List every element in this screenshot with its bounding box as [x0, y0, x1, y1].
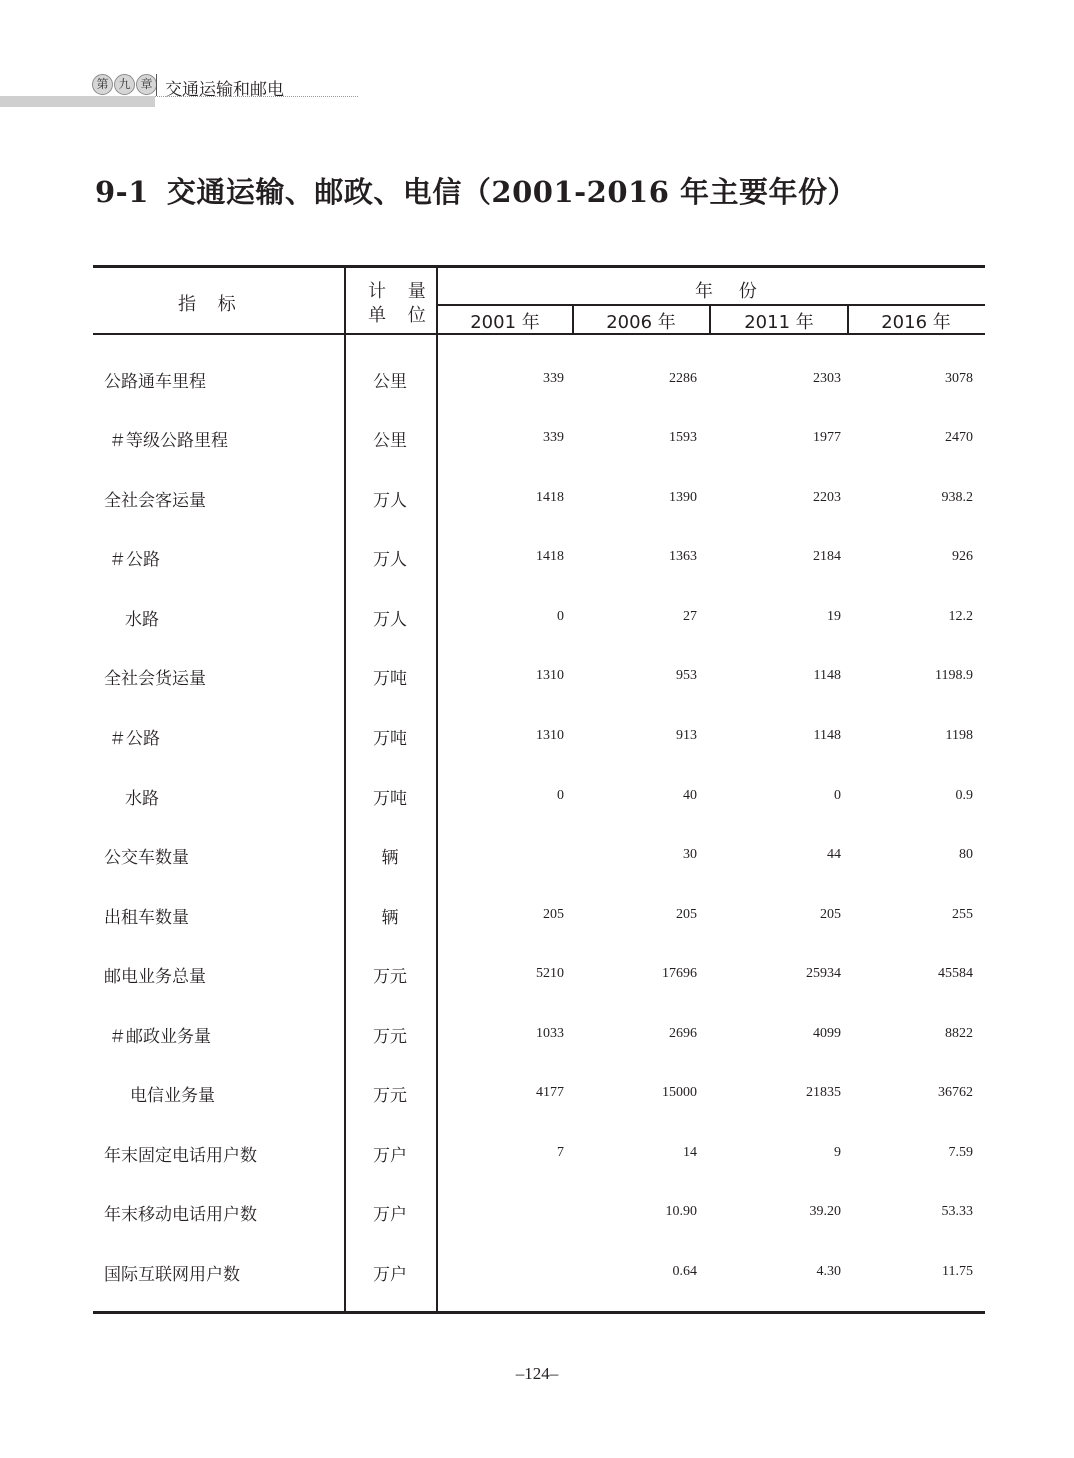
- cell-2016: 2470: [945, 430, 973, 445]
- cell-2006: 27: [683, 609, 697, 624]
- row-label: 电信业务量: [130, 1086, 215, 1106]
- cell-2011: 2203: [813, 490, 841, 505]
- row-unit: 万人: [373, 491, 407, 511]
- header-dotted-rule: [155, 96, 358, 97]
- year-group-rule: [437, 304, 985, 306]
- cell-2001: 5210: [536, 966, 564, 981]
- cell-2016: 36762: [938, 1085, 973, 1100]
- cell-2011: 1148: [813, 728, 841, 743]
- cell-2006: 14: [683, 1145, 697, 1160]
- header-year: 2016 年: [881, 312, 951, 333]
- cell-2016: 926: [952, 549, 973, 564]
- row-label: ＃公路: [109, 550, 160, 570]
- row-unit: 辆: [381, 908, 399, 928]
- table-row: [93, 426, 985, 485]
- chapter-badge-char: 章: [136, 74, 157, 95]
- chapter-badge-char: 第: [92, 74, 113, 95]
- row-label: 国际互联网用户数: [104, 1265, 240, 1285]
- header-year: 2006 年: [606, 312, 676, 333]
- table-row: [93, 1141, 985, 1200]
- header-indicator: 指 标: [178, 294, 244, 315]
- row-unit: 公里: [373, 372, 407, 392]
- cell-2001: 4177: [536, 1085, 564, 1100]
- cell-2011: 1977: [813, 430, 841, 445]
- row-unit: 万元: [373, 967, 407, 987]
- row-unit: 万吨: [373, 729, 407, 749]
- header-year: 2011 年: [744, 312, 814, 333]
- table-top-rule: [93, 265, 985, 268]
- table-row: [93, 486, 985, 545]
- table-row: [93, 367, 985, 426]
- cell-2006: 0.64: [672, 1264, 697, 1279]
- table-row: [93, 1081, 985, 1140]
- row-label: 全社会货运量: [104, 669, 206, 689]
- row-unit: 万吨: [373, 669, 407, 689]
- cell-2016: 1198.9: [935, 668, 973, 683]
- chapter-badge-char: 九: [114, 74, 135, 95]
- cell-2006: 1390: [669, 490, 697, 505]
- header-unit-line: 计 量: [368, 281, 434, 302]
- cell-2001: 339: [543, 371, 564, 386]
- cell-2016: 53.33: [941, 1204, 973, 1219]
- table-row: [93, 664, 985, 723]
- cell-2016: 1198: [945, 728, 973, 743]
- cell-2001: 339: [543, 430, 564, 445]
- cell-2016: 8822: [945, 1026, 973, 1041]
- row-unit: 万人: [373, 610, 407, 630]
- table-row: [93, 962, 985, 1021]
- row-unit: 万元: [373, 1086, 407, 1106]
- row-label: 年末移动电话用户数: [104, 1205, 257, 1225]
- cell-2006: 953: [676, 668, 697, 683]
- cell-2011: 2303: [813, 371, 841, 386]
- table-row: [93, 1260, 985, 1319]
- row-label: 邮电业务总量: [104, 967, 206, 987]
- cell-2006: 15000: [662, 1085, 697, 1100]
- cell-2006: 2286: [669, 371, 697, 386]
- header-bar: [0, 96, 155, 107]
- cell-2006: 30: [683, 847, 697, 862]
- cell-2006: 17696: [662, 966, 697, 981]
- cell-2016: 3078: [945, 371, 973, 386]
- cell-2011: 2184: [813, 549, 841, 564]
- chapter-title: 交通运输和邮电: [165, 80, 284, 100]
- row-unit: 万户: [373, 1265, 407, 1285]
- table-number: 9-1: [95, 175, 149, 209]
- cell-2006: 2696: [669, 1026, 697, 1041]
- cell-2016: 938.2: [941, 490, 973, 505]
- cell-2006: 10.90: [665, 1204, 697, 1219]
- row-label: 全社会客运量: [104, 491, 206, 511]
- header-separator: [156, 74, 157, 96]
- table-row: [93, 903, 985, 962]
- cell-2011: 4.30: [816, 1264, 841, 1279]
- row-unit: 万吨: [373, 789, 407, 809]
- cell-2011: 44: [827, 847, 841, 862]
- cell-2016: 255: [952, 907, 973, 922]
- cell-2001: 1418: [536, 490, 564, 505]
- row-label: 公路通车里程: [104, 372, 206, 392]
- row-unit: 万元: [373, 1027, 407, 1047]
- header-year-group: 年 份: [695, 281, 767, 302]
- row-label: 水路: [125, 610, 159, 630]
- cell-2011: 39.20: [809, 1204, 841, 1219]
- table-title: 交通运输、邮政、电信（2001-2016 年主要年份）: [166, 175, 857, 209]
- table-row: [93, 724, 985, 783]
- row-label: ＃公路: [109, 729, 160, 749]
- cell-2001: 1033: [536, 1026, 564, 1041]
- table-row: [93, 1022, 985, 1081]
- row-label: 出租车数量: [104, 908, 189, 928]
- cell-2011: 1148: [813, 668, 841, 683]
- cell-2006: 205: [676, 907, 697, 922]
- chapter-badge: [92, 74, 157, 95]
- cell-2011: 4099: [813, 1026, 841, 1041]
- cell-2001: 205: [543, 907, 564, 922]
- cell-2001: 7: [557, 1145, 564, 1160]
- header-year: 2001 年: [470, 312, 540, 333]
- cell-2011: 19: [827, 609, 841, 624]
- row-unit: 公里: [373, 431, 407, 451]
- table-row: [93, 843, 985, 902]
- cell-2006: 1363: [669, 549, 697, 564]
- header-unit: [368, 280, 434, 328]
- cell-2011: 21835: [806, 1085, 841, 1100]
- cell-2016: 11.75: [942, 1264, 973, 1279]
- cell-2001: 0: [557, 609, 564, 624]
- row-unit: 辆: [381, 848, 399, 868]
- row-unit: 万人: [373, 550, 407, 570]
- table-row: [93, 545, 985, 604]
- cell-2011: 205: [820, 907, 841, 922]
- row-label: 年末固定电话用户数: [104, 1146, 257, 1166]
- row-label: ＃邮政业务量: [109, 1027, 211, 1047]
- page-number: –124–: [515, 1364, 559, 1383]
- row-label: 水路: [125, 789, 159, 809]
- cell-2006: 40: [683, 788, 697, 803]
- cell-2016: 7.59: [948, 1145, 973, 1160]
- cell-2016: 0.9: [955, 788, 973, 803]
- cell-2006: 1593: [669, 430, 697, 445]
- cell-2016: 45584: [938, 966, 973, 981]
- cell-2001: 1310: [536, 728, 564, 743]
- header-unit-line: 单 位: [368, 305, 434, 326]
- row-unit: 万户: [373, 1146, 407, 1166]
- row-unit: 万户: [373, 1205, 407, 1225]
- cell-2011: 0: [834, 788, 841, 803]
- cell-2001: 1310: [536, 668, 564, 683]
- table-row: [93, 784, 985, 843]
- table-row: [93, 605, 985, 664]
- cell-2016: 80: [959, 847, 973, 862]
- row-label: 公交车数量: [104, 848, 189, 868]
- cell-2011: 9: [834, 1145, 841, 1160]
- cell-2006: 913: [676, 728, 697, 743]
- cell-2001: 1418: [536, 549, 564, 564]
- table-row: [93, 1200, 985, 1259]
- cell-2011: 25934: [806, 966, 841, 981]
- cell-2016: 12.2: [948, 609, 973, 624]
- cell-2001: 0: [557, 788, 564, 803]
- row-label: ＃等级公路里程: [109, 431, 228, 451]
- page-title: [95, 170, 857, 211]
